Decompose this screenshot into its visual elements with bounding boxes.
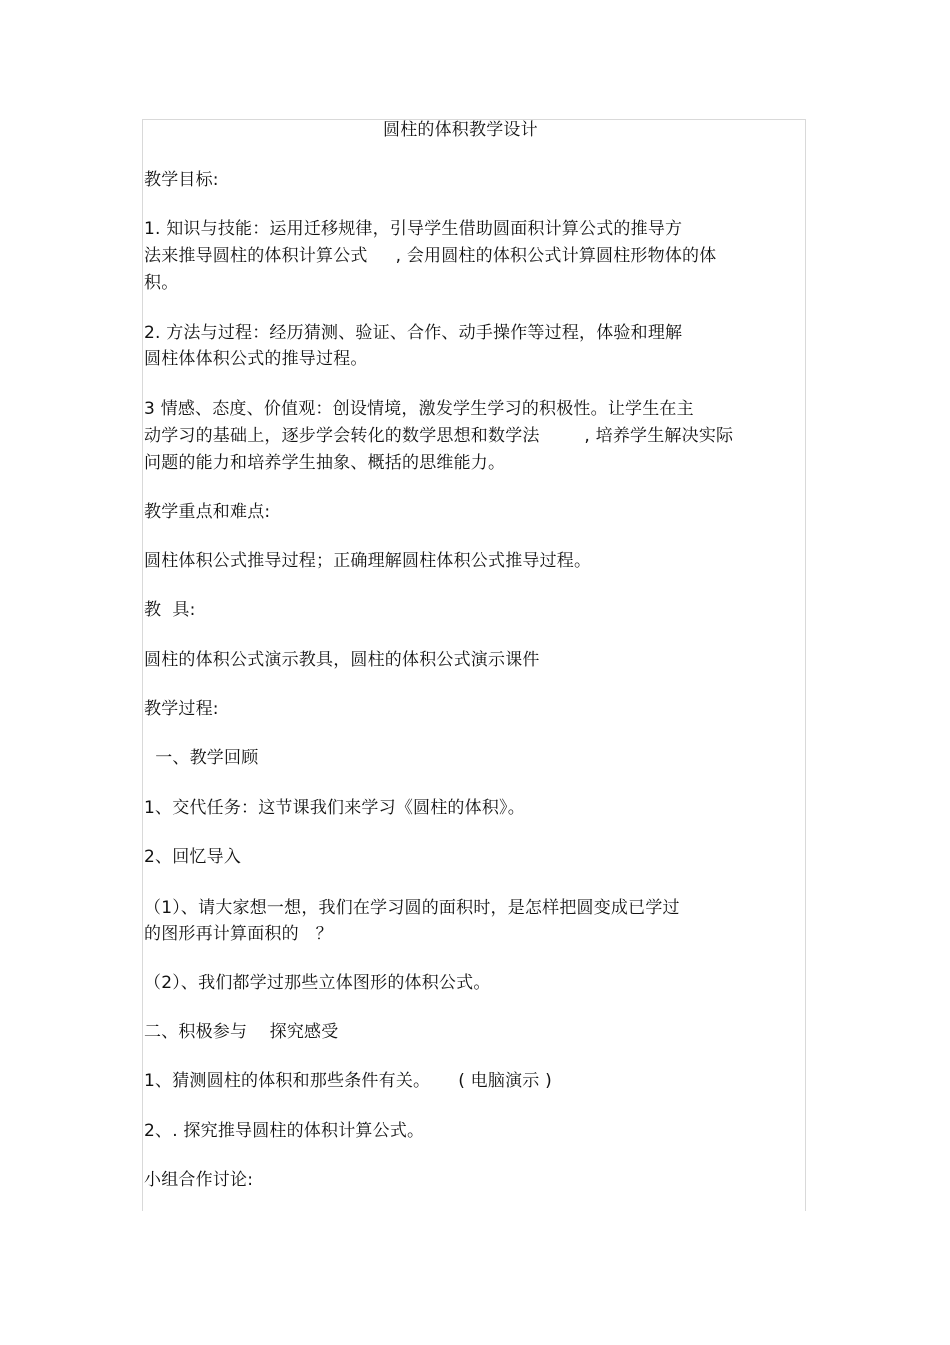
goal3-line3: 问题的能力和培养学生抽象、概括的思维能力。 [144, 453, 506, 473]
question1-line1: （1）、请大家想一想，我们在学习圆的面积时，是怎样把圆变成已学过 [144, 898, 680, 918]
key-points-text: 圆柱体积公式推导过程；正确理解圆柱体积公式推导过程。 [144, 551, 592, 571]
section2-item2: 2、. 探究推导圆柱的体积计算公式。 [144, 1121, 425, 1141]
goals-heading: 教学目标: [144, 170, 219, 190]
tools-heading: 教 具: [144, 600, 196, 620]
section2-item1: 1、猜测圆柱的体积和那些条件有关。 ( 电脑演示 ) [144, 1071, 552, 1091]
goal2-line1: 2. 方法与过程：经历猜测、验证、合作、动手操作等过程，体验和理解 [144, 323, 683, 343]
goal1-line2: 法来推导圆柱的体积计算公式 , 会用圆柱的体积公式计算圆柱形物体的体 [144, 246, 717, 266]
group-discussion: 小组合作讨论: [144, 1170, 254, 1190]
goal3-line1: 3 情感、态度、价值观：创设情境，激发学生学习的积极性。让学生在主 [144, 399, 694, 419]
section1-heading: 一、教学回顾 [144, 748, 259, 768]
section1-item2: 2、回忆导入 [144, 847, 242, 867]
section2-heading: 二、积极参与 探究感受 [144, 1022, 339, 1042]
goal2-line2: 圆柱体体积公式的推导过程。 [144, 349, 368, 369]
goal1-line1: 1. 知识与技能：运用迁移规律，引导学生借助圆面积计算公式的推导方 [144, 219, 683, 239]
document-title: 圆柱的体积教学设计 [383, 120, 538, 140]
goal1-line3: 积。 [144, 273, 179, 293]
question2: （2）、我们都学过那些立体图形的体积公式。 [144, 973, 491, 993]
question1-line2: 的图形再计算面积的 ？ [144, 924, 333, 944]
key-points-heading: 教学重点和难点: [144, 502, 271, 522]
section1-item1: 1、交代任务：这节课我们来学习《圆柱的体积》。 [144, 798, 525, 818]
tools-text: 圆柱的体积公式演示教具，圆柱的体积公式演示课件 [144, 650, 540, 670]
process-heading: 教学过程: [144, 699, 219, 719]
goal3-line2: 动学习的基础上，逐步学会转化的数学思想和数学法 , 培养学生解决实际 [144, 426, 734, 446]
